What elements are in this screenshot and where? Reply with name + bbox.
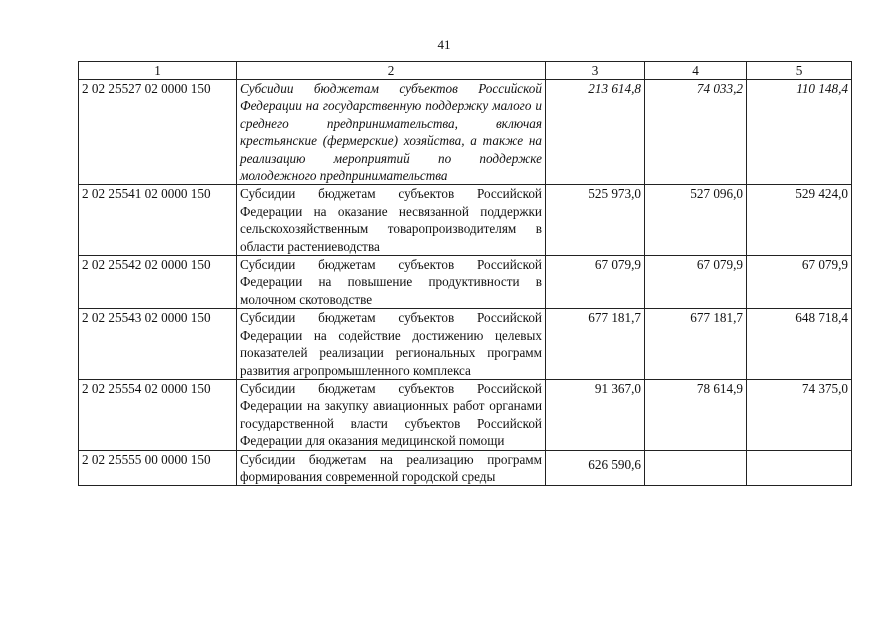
column-header-3: 3 (546, 62, 645, 80)
budget-code: 2 02 25527 02 0000 150 (79, 80, 237, 185)
budget-table (78, 61, 852, 486)
budget-code: 2 02 25543 02 0000 150 (79, 309, 237, 380)
value-col-5: 110 148,4 (747, 80, 852, 185)
description: Субсидии бюджетам субъектов Российской Федерации на содействие достижению целевых показателей реализации региональных программ развития агропромышленного комплекса (237, 309, 546, 380)
description: Субсидии бюджетам на реализацию программ формирования современной городской среды (237, 450, 546, 486)
value-col-3-text: 626 590,6 (588, 456, 641, 472)
table-row (79, 80, 852, 185)
table-row (79, 185, 852, 256)
value-col-4: 74 033,2 (645, 80, 747, 185)
table-row (79, 450, 852, 486)
value-col-4: 67 079,9 (645, 256, 747, 309)
value-col-3 (546, 450, 645, 486)
budget-code: 2 02 25554 02 0000 150 (79, 379, 237, 450)
budget-code: 2 02 25542 02 0000 150 (79, 256, 237, 309)
budget-code: 2 02 25555 00 0000 150 (79, 450, 237, 486)
column-header-4: 4 (645, 62, 747, 80)
description: Субсидии бюджетам субъектов Российской Федерации на государственную поддержку малого и среднего предпринимательства, включая крестьянские (фермерские) хозяйства, а также на реализацию мероприятий по поддержке молодежного предпринимательства (237, 80, 546, 185)
description: Субсидии бюджетам субъектов Российской Федерации на оказание несвязанной поддержки сельскохозяйственным товаропроизводителям в области растениеводства (237, 185, 546, 256)
value-col-3: 213 614,8 (546, 80, 645, 185)
column-header-2: 2 (237, 62, 546, 80)
description: Субсидии бюджетам субъектов Российской Федерации на закупку авиационных работ органами государственной власти субъектов Российской Федерации для оказания медицинской помощи (237, 379, 546, 450)
table-row (79, 256, 852, 309)
value-col-4 (645, 450, 747, 486)
value-col-3: 525 973,0 (546, 185, 645, 256)
value-col-3: 677 181,7 (546, 309, 645, 380)
value-col-4: 527 096,0 (645, 185, 747, 256)
budget-code: 2 02 25541 02 0000 150 (79, 185, 237, 256)
column-header-1: 1 (79, 62, 237, 80)
table-row (79, 379, 852, 450)
description: Субсидии бюджетам субъектов Российской Федерации на повышение продуктивности в молочном скотоводстве (237, 256, 546, 309)
column-header-5: 5 (747, 62, 852, 80)
value-col-5: 67 079,9 (747, 256, 852, 309)
value-col-3: 91 367,0 (546, 379, 645, 450)
value-col-5: 529 424,0 (747, 185, 852, 256)
table-header-row (79, 62, 852, 80)
value-col-4: 677 181,7 (645, 309, 747, 380)
value-col-5: 648 718,4 (747, 309, 852, 380)
table-row (79, 309, 852, 380)
value-col-5 (747, 450, 852, 486)
value-col-5: 74 375,0 (747, 379, 852, 450)
page-number: 41 (437, 37, 451, 52)
value-col-4: 78 614,9 (645, 379, 747, 450)
value-col-3: 67 079,9 (546, 256, 645, 309)
